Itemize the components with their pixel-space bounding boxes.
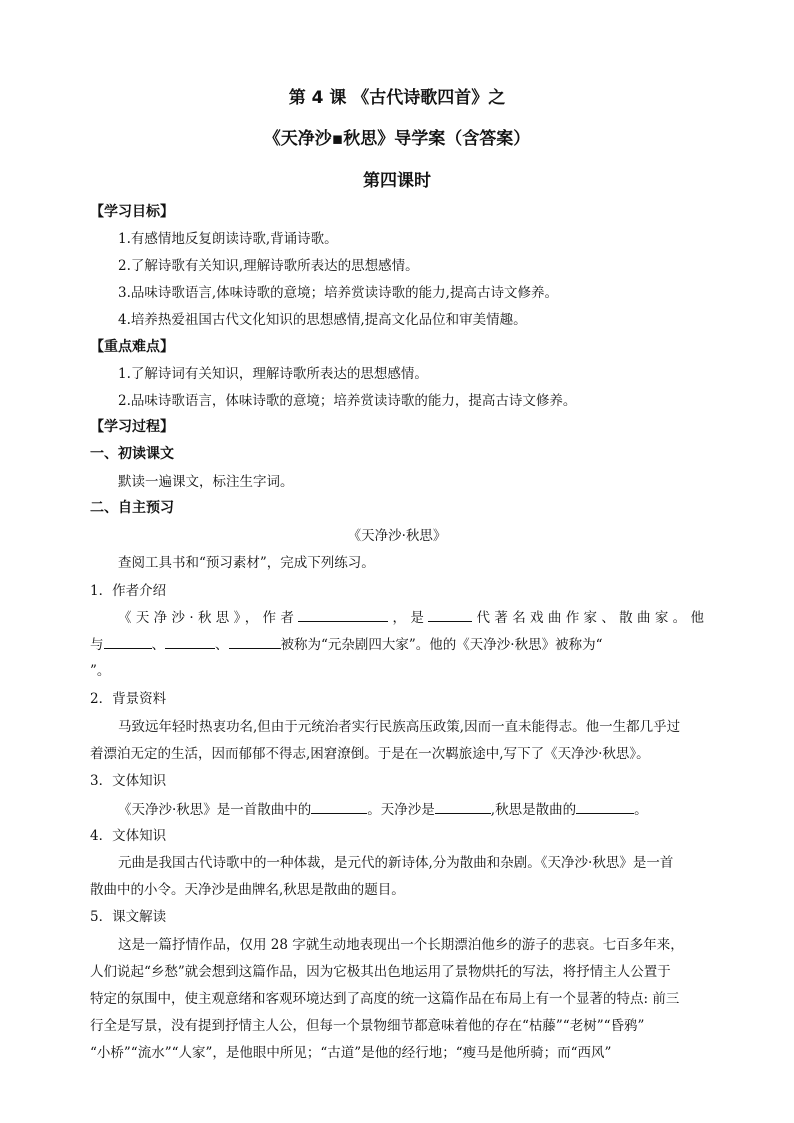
q1-line-3: ”。 (90, 663, 111, 679)
title-line-1: 第 4 课 《古代诗歌四首》之 (288, 88, 506, 108)
q5-line-4: 行全是写景，没有提到抒情主人公，但每一个景物细节都意味着他的存在“枯藤”“老树”“昏鸦” (90, 1018, 645, 1034)
q3-title: 3．文体知识 (90, 773, 167, 789)
objective-item: 2.了解诗歌有关知识,理解诗歌所表达的思想感情。 (118, 258, 419, 274)
objectives-header: 【学习目标】 (90, 204, 174, 220)
q2-line-2: 着漂泊无定的生活，因而郁郁不得志,困窘潦倒。于是在一次羁旅途中,写下了《天净沙·秋思》。 (90, 746, 650, 762)
q4-line-2: 散曲中的小令。天净沙是曲牌名,秋思是散曲的题目。 (90, 882, 405, 898)
q5-line-2: 人们说起“乡愁”就会想到这篇作品，因为它极其出色地运用了景物烘托的写法，将抒情主人公置于 (90, 964, 671, 980)
q1-text: ，是 (388, 610, 429, 626)
q3-line-1 (118, 799, 648, 820)
blank-tune[interactable] (435, 799, 491, 814)
q1-line-1 (118, 607, 704, 628)
q5-title: 5．课文解读 (90, 909, 167, 925)
q1-text: 与 (90, 637, 104, 653)
blank-name-2[interactable] (165, 634, 215, 649)
q1-text: 、 (215, 637, 229, 653)
q2-title: 2．背景资料 (90, 691, 167, 707)
q3-text: 《天净沙·秋思》是一首散曲中的 (118, 802, 312, 818)
q4-title: 4．文体知识 (90, 828, 167, 844)
q4-line-1: 元曲是我国古代诗歌中的一种体裁，是元代的新诗体,分为散曲和杂剧。《天净沙·秋思》是一首 (118, 855, 674, 871)
q5-line-1: 这是一篇抒情作品，仅用 28 字就生动地表现出一个长期漂泊他乡的游子的悲哀。七百多年来， (118, 937, 684, 953)
blank-name-3[interactable] (229, 634, 281, 649)
section-1-title: 一、初读课文 (90, 446, 174, 462)
q1-text: 《天净沙·秋思》，作者 (118, 610, 299, 626)
q1-text: 、 (151, 637, 165, 653)
blank-form[interactable] (311, 799, 367, 814)
blank-dynasty[interactable] (428, 607, 472, 622)
process-header: 【学习过程】 (90, 419, 174, 435)
q3-text: 。 (634, 802, 648, 818)
objective-item: 4.培养热爱祖国古代文化知识的思想感情,提高文化品位和审美情趣。 (118, 312, 527, 328)
q2-line-1: 马致远年轻时热衷功名,但由于元统治者实行民族高压政策,因而一直未能得志。他一生都几乎过 (118, 719, 681, 735)
q3-text: ,秋思是散曲的 (490, 802, 577, 818)
keypoint-item: 2.品味诗歌语言，体味诗歌的意境；培养赏读诗歌的能力，提高古诗文修养。 (118, 393, 577, 409)
q5-line-5: “小桥”“流水”“人家”，是他眼中所见；“古道”是他的经行地；“瘦马是他所骑；而“西风” (90, 1045, 612, 1061)
q3-text: 。天净沙是 (367, 802, 435, 818)
q1-text: 代著名戏曲作家、散曲家。他 (472, 610, 705, 626)
objective-item: 3.品味诗歌语言,体味诗歌的意境；培养赏读诗歌的能力,提高古诗文修养。 (118, 285, 558, 301)
blank-topic[interactable] (576, 799, 634, 814)
section-2-intro: 查阅工具书和“预习素材”，完成下列练习。 (118, 555, 375, 571)
q1-title: 1．作者介绍 (90, 583, 167, 599)
section-1-text: 默读一遍课文，标注生字词。 (118, 474, 294, 490)
blank-name-1[interactable] (104, 634, 152, 649)
keypoint-item: 1.了解诗词有关知识，理解诗歌所表达的思想感情。 (118, 366, 428, 382)
title-line-3: 第四课时 (363, 171, 431, 191)
objective-item: 1.有感情地反复朗读诗歌,背诵诗歌。 (118, 231, 338, 247)
section-2-title: 二、自主预习 (90, 500, 174, 516)
keypoints-header: 【重点难点】 (90, 339, 174, 355)
title-line-2: 《天净沙▪秋思》导学案（含答案） (263, 129, 531, 149)
q1-line-2 (90, 634, 603, 655)
poem-title: 《天净沙·秋思》 (347, 528, 447, 544)
q1-text: 被称为“元杂剧四大家”。他的《天净沙·秋思》被称为“ (280, 637, 603, 653)
q5-line-3: 特定的氛围中，使主观意绪和客观环境达到了高度的统一这篇作品在布局上有一个显著的特点: 前三 (90, 991, 680, 1007)
blank-author[interactable] (298, 607, 388, 622)
